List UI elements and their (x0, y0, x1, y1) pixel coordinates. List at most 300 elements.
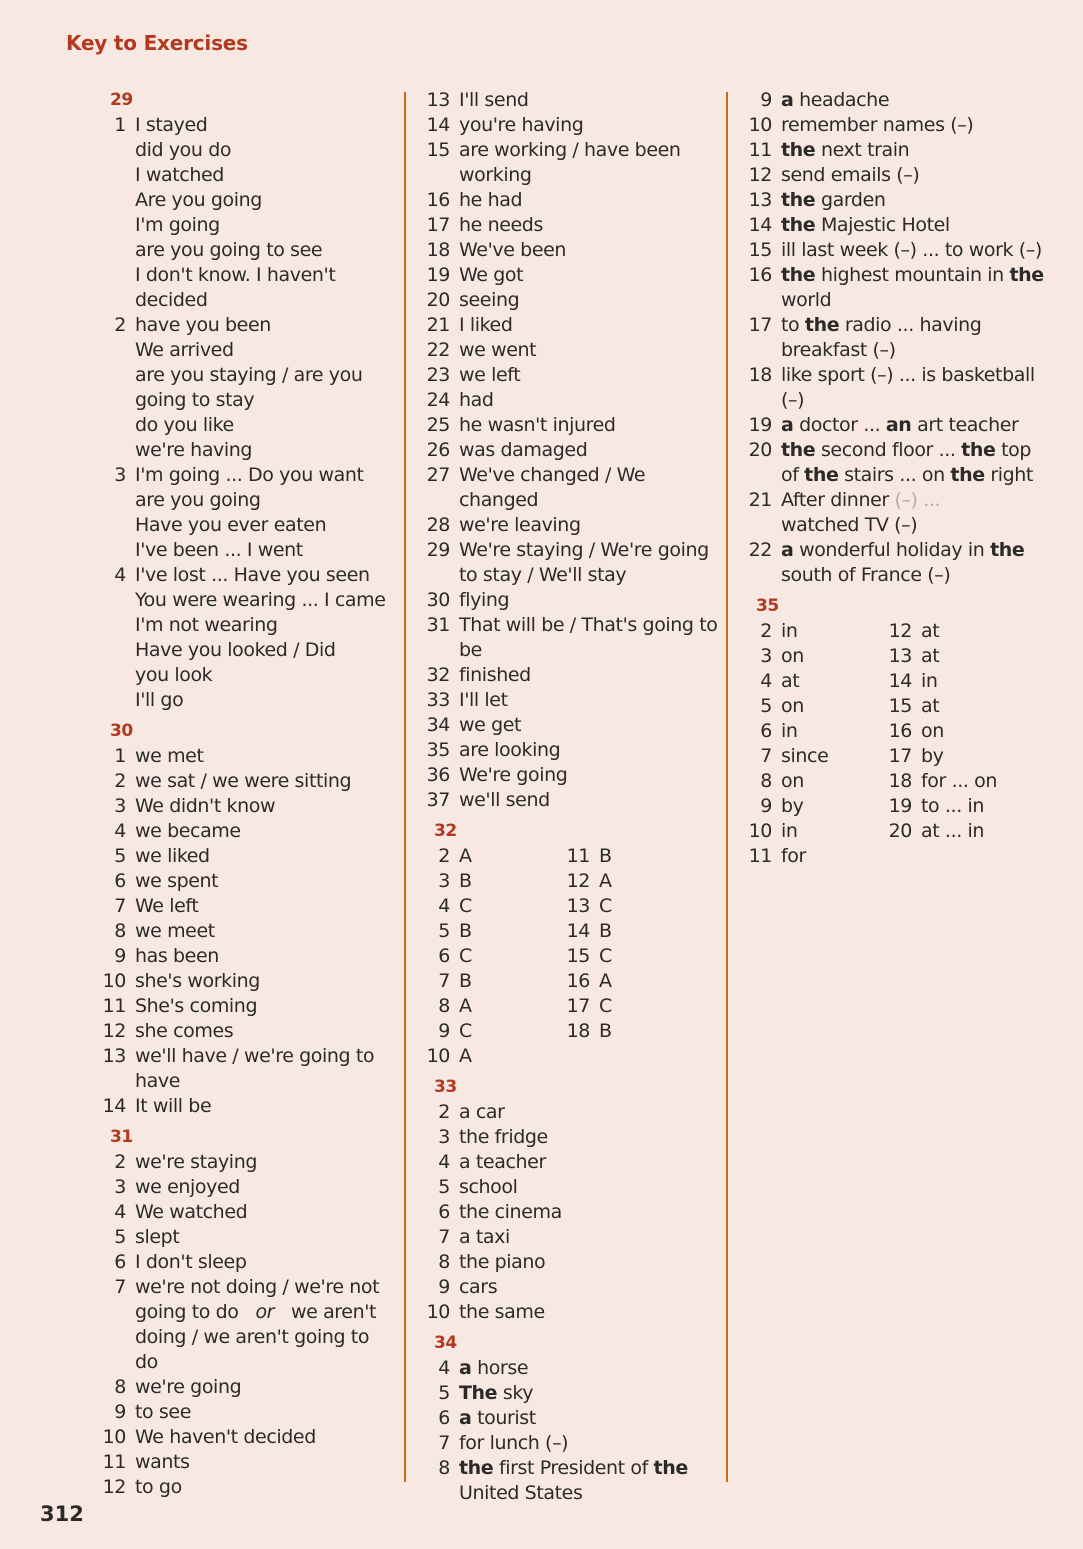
section-32-heading: 32 (434, 821, 457, 841)
answer-text: to ... in (921, 795, 984, 817)
answer-text: flying (459, 589, 510, 611)
answer-item (96, 819, 396, 844)
answer-text: we meet (135, 920, 215, 942)
answer-item (560, 969, 700, 994)
answer-text: I don't sleep (135, 1251, 247, 1273)
answer-text: A (599, 870, 612, 892)
answer-item (96, 563, 396, 713)
answer-item (882, 619, 1022, 644)
item-number: 10 (748, 114, 772, 136)
section-29-heading: 29 (110, 90, 133, 110)
answer-item (420, 713, 720, 738)
answer-item (742, 694, 882, 719)
answer-text: ill last week (–) ... to work (–) (781, 239, 1042, 261)
answer-column-1 (96, 88, 396, 1500)
answer-item (882, 794, 1022, 819)
item-number: 19 (426, 264, 450, 286)
answer-item (742, 769, 882, 794)
answer-text: A (599, 970, 612, 992)
answer-text: the garden (781, 189, 886, 211)
item-number: 10 (102, 1426, 126, 1448)
answer-text: on (781, 770, 804, 792)
item-number: 35 (426, 739, 450, 761)
item-number: 10 (102, 970, 126, 992)
column-divider-left (404, 92, 406, 1482)
item-number: 15 (566, 945, 590, 967)
answer-item (420, 588, 720, 613)
answer-text: on (781, 695, 804, 717)
answer-text: B (599, 845, 612, 867)
item-number: 17 (426, 214, 450, 236)
answer-item (96, 113, 396, 313)
item-number: 17 (888, 745, 912, 767)
answer-text: we're staying (135, 1151, 257, 1173)
answer-text: he wasn't injured (459, 414, 616, 436)
item-number: 14 (426, 114, 450, 136)
item-number: 15 (888, 695, 912, 717)
answer-text: we'll send (459, 789, 550, 811)
answer-item (742, 188, 1062, 213)
answer-text: C (459, 895, 472, 917)
answer-item (420, 1150, 720, 1175)
item-number: 4 (438, 1151, 450, 1173)
answer-text: a teacher (459, 1151, 546, 1173)
item-number: 3 (114, 795, 126, 817)
answer-text: are working / have been working (459, 139, 681, 186)
item-number: 12 (102, 1020, 126, 1042)
answer-text: I've lost ... Have you seen You were wearing ... I came I'm not wearing Have you looked / Did you look I'll go (135, 564, 386, 711)
answer-text: she's working (135, 970, 260, 992)
answer-text: have you been We arrived are you staying / are you going to stay do you like we're having (135, 314, 363, 461)
item-number: 9 (760, 795, 772, 817)
answer-item (96, 869, 396, 894)
answer-item (96, 894, 396, 919)
page-number: 312 (40, 1502, 84, 1526)
answer-item (96, 1425, 396, 1450)
answer-text: the Majestic Hotel (781, 214, 950, 236)
item-number: 15 (748, 239, 772, 261)
item-number: 6 (438, 1201, 450, 1223)
item-number: 8 (438, 1457, 450, 1479)
answer-item (560, 919, 700, 944)
item-number: 21 (748, 489, 772, 511)
answer-text: finished (459, 664, 531, 686)
answer-item (742, 719, 882, 744)
answer-text: a horse (459, 1357, 529, 1379)
answer-item (420, 994, 560, 1019)
answer-text: We didn't know (135, 795, 276, 817)
answer-text: by (781, 795, 804, 817)
item-number: 8 (114, 1376, 126, 1398)
answer-text: we went (459, 339, 537, 361)
answer-text: at (921, 620, 940, 642)
answer-item (96, 994, 396, 1019)
answer-item (560, 1019, 700, 1044)
answer-text: We watched (135, 1201, 248, 1223)
item-number: 11 (748, 139, 772, 161)
answer-text: in (781, 820, 798, 842)
item-number: 12 (888, 620, 912, 642)
item-number: 31 (426, 614, 450, 636)
item-number: 2 (438, 845, 450, 867)
answer-item (742, 88, 1062, 113)
answer-item (420, 788, 720, 813)
item-number: 18 (426, 239, 450, 261)
answer-text: A (459, 845, 472, 867)
answer-text: the cinema (459, 1201, 562, 1223)
answer-text: on (781, 645, 804, 667)
answer-item (420, 288, 720, 313)
section-35-heading: 35 (756, 596, 779, 616)
column-divider-right (726, 92, 728, 1482)
item-number: 2 (438, 1101, 450, 1123)
answer-text: we liked (135, 845, 210, 867)
answer-item (742, 744, 882, 769)
item-number: 29 (426, 539, 450, 561)
item-number: 8 (438, 995, 450, 1017)
answer-text: the first President of the United States (459, 1457, 688, 1504)
answer-text: had (459, 389, 494, 411)
answer-item (96, 1375, 396, 1400)
item-number: 2 (114, 314, 126, 336)
answer-item (96, 944, 396, 969)
item-number: 3 (438, 1126, 450, 1148)
item-number: 5 (760, 695, 772, 717)
item-number: 13 (566, 895, 590, 917)
answer-text: It will be (135, 1095, 212, 1117)
answer-item (742, 488, 1062, 538)
item-number: 16 (566, 970, 590, 992)
answer-text: the second floor ... the top of the stairs ... on the right (781, 439, 1033, 486)
answer-item (420, 238, 720, 263)
item-number: 3 (114, 1176, 126, 1198)
item-number: 36 (426, 764, 450, 786)
answer-item (96, 844, 396, 869)
answer-text: cars (459, 1276, 498, 1298)
item-number: 17 (748, 314, 772, 336)
answer-item (742, 438, 1062, 488)
answer-text: was damaged (459, 439, 588, 461)
answer-item (420, 263, 720, 288)
answer-text: We've been (459, 239, 567, 261)
answer-item (420, 1100, 720, 1125)
item-number: 4 (114, 820, 126, 842)
answer-item (742, 794, 882, 819)
answer-item (420, 869, 560, 894)
answer-text: C (599, 995, 612, 1017)
answer-text: We're going (459, 764, 568, 786)
answer-column-3 (742, 88, 1062, 869)
item-number: 18 (748, 364, 772, 386)
item-number: 9 (438, 1020, 450, 1042)
item-number: 9 (114, 1401, 126, 1423)
answer-item (420, 1431, 720, 1456)
answer-text: I'll let (459, 689, 508, 711)
answer-text: wants (135, 1451, 190, 1473)
item-number: 10 (426, 1301, 450, 1323)
answer-item (560, 994, 700, 1019)
answer-text: we spent (135, 870, 219, 892)
item-number: 32 (426, 664, 450, 686)
answer-text: We haven't decided (135, 1426, 316, 1448)
answer-item (420, 1175, 720, 1200)
answer-text: B (599, 920, 612, 942)
answer-item (96, 919, 396, 944)
answer-text: C (599, 895, 612, 917)
answer-text: I'll send (459, 89, 529, 111)
section-31-heading: 31 (110, 1127, 133, 1147)
answer-item (420, 1275, 720, 1300)
answer-text: C (459, 1020, 472, 1042)
answer-text: a doctor ... an art teacher (781, 414, 1019, 436)
answer-item (742, 413, 1062, 438)
answer-item (420, 1381, 720, 1406)
answer-item (96, 1200, 396, 1225)
answer-text: at ... in (921, 820, 985, 842)
answer-text: After dinner (–) ... watched TV (–) (781, 489, 941, 536)
answer-item (882, 694, 1022, 719)
answer-item (882, 744, 1022, 769)
answer-text: to see (135, 1401, 191, 1423)
answer-text: A (459, 995, 472, 1017)
answer-item (560, 869, 700, 894)
answer-item (420, 763, 720, 788)
answer-item (742, 263, 1062, 313)
item-number: 7 (438, 1226, 450, 1248)
item-number: 14 (566, 920, 590, 942)
answer-text: a car (459, 1101, 505, 1123)
answer-text: like sport (–) ... is basketball (–) (781, 364, 1035, 411)
answer-text: in (921, 670, 938, 692)
item-number: 11 (748, 845, 772, 867)
answer-text: the next train (781, 139, 910, 161)
answer-text: a tourist (459, 1407, 536, 1429)
answer-text: at (781, 670, 800, 692)
item-number: 37 (426, 789, 450, 811)
item-number: 17 (566, 995, 590, 1017)
item-number: 11 (566, 845, 590, 867)
answer-text: the same (459, 1301, 545, 1323)
answer-text: A (459, 1045, 472, 1067)
answer-text: are looking (459, 739, 561, 761)
item-number: 34 (426, 714, 450, 736)
answer-item (420, 138, 720, 188)
answer-text: in (781, 620, 798, 642)
answer-item (882, 769, 1022, 794)
answer-text: he had (459, 189, 523, 211)
item-number: 12 (748, 164, 772, 186)
item-number: 33 (426, 689, 450, 711)
answer-item (96, 1400, 396, 1425)
item-number: 16 (888, 720, 912, 742)
answer-item (420, 388, 720, 413)
answer-text: B (459, 920, 472, 942)
answer-text: on (921, 720, 944, 742)
item-number: 1 (114, 745, 126, 767)
answer-text: by (921, 745, 944, 767)
answer-item (420, 463, 720, 513)
item-number: 1 (114, 114, 126, 136)
item-number: 7 (114, 1276, 126, 1298)
item-number: 20 (888, 820, 912, 842)
item-number: 4 (760, 670, 772, 692)
answer-item (420, 1250, 720, 1275)
item-number: 28 (426, 514, 450, 536)
item-number: 22 (426, 339, 450, 361)
answer-text: for lunch (–) (459, 1432, 569, 1454)
answer-item (96, 313, 396, 463)
answer-item (96, 1150, 396, 1175)
section-33-heading: 33 (434, 1077, 457, 1097)
answer-text: she comes (135, 1020, 234, 1042)
answer-item (420, 338, 720, 363)
answer-item (420, 538, 720, 588)
answer-item (560, 944, 700, 969)
section-35-answers (742, 619, 1062, 869)
answer-text: we sat / we were sitting (135, 770, 352, 792)
item-number: 13 (748, 189, 772, 211)
answer-item (742, 669, 882, 694)
answer-item (560, 894, 700, 919)
item-number: 19 (888, 795, 912, 817)
answer-item (742, 844, 882, 869)
item-number: 4 (438, 895, 450, 917)
item-number: 13 (426, 89, 450, 111)
answer-item (96, 969, 396, 994)
item-number: 3 (114, 464, 126, 486)
answer-text: B (459, 870, 472, 892)
answer-item (420, 188, 720, 213)
answer-item (420, 919, 560, 944)
item-number: 2 (760, 620, 772, 642)
answer-text: the highest mountain in the world (781, 264, 1044, 311)
item-number: 27 (426, 464, 450, 486)
answer-item (882, 819, 1022, 844)
item-number: 6 (114, 870, 126, 892)
item-number: 5 (114, 845, 126, 867)
item-number: 7 (438, 1432, 450, 1454)
answer-text: we're leaving (459, 514, 581, 536)
answer-text: We're staying / We're going to stay / We'll stay (459, 539, 709, 586)
answer-text: he needs (459, 214, 543, 236)
answer-item (742, 238, 1062, 263)
item-number: 14 (748, 214, 772, 236)
answer-text: we're going (135, 1376, 242, 1398)
item-number: 23 (426, 364, 450, 386)
answer-item (420, 1125, 720, 1150)
answer-text: has been (135, 945, 219, 967)
answer-text: C (599, 945, 612, 967)
answer-text: at (921, 645, 940, 667)
item-number: 12 (102, 1476, 126, 1498)
item-number: 19 (748, 414, 772, 436)
answer-text: the piano (459, 1251, 546, 1273)
answer-text: we became (135, 820, 241, 842)
answer-text: The sky (459, 1382, 534, 1404)
answer-item (96, 1450, 396, 1475)
answer-text: school (459, 1176, 518, 1198)
answer-item (420, 313, 720, 338)
item-number: 7 (438, 970, 450, 992)
item-number: 8 (114, 920, 126, 942)
answer-text: We got (459, 264, 524, 286)
answer-text: a wonderful holiday in the south of France (–) (781, 539, 1025, 586)
item-number: 18 (566, 1020, 590, 1042)
item-number: 10 (426, 1045, 450, 1067)
answer-item (96, 1475, 396, 1500)
item-number: 5 (438, 920, 450, 942)
item-number: 16 (748, 264, 772, 286)
answer-item (742, 819, 882, 844)
item-number: 3 (760, 645, 772, 667)
answer-item (96, 1019, 396, 1044)
answer-item (420, 113, 720, 138)
answer-text: seeing (459, 289, 520, 311)
answer-item (96, 744, 396, 769)
answer-text: I liked (459, 314, 513, 336)
answer-item (420, 969, 560, 994)
answer-text: for (781, 845, 806, 867)
answer-item (420, 844, 560, 869)
item-number: 11 (102, 1451, 126, 1473)
answer-item (96, 769, 396, 794)
answer-text: C (459, 945, 472, 967)
answer-text: for ... on (921, 770, 997, 792)
item-number: 18 (888, 770, 912, 792)
answer-item (742, 113, 1062, 138)
answer-text: B (599, 1020, 612, 1042)
item-number: 4 (438, 1357, 450, 1379)
answer-item (96, 794, 396, 819)
item-number: 6 (438, 1407, 450, 1429)
answer-text: We've changed / We changed (459, 464, 646, 511)
item-number: 6 (760, 720, 772, 742)
answer-item (882, 719, 1022, 744)
item-number: 7 (760, 745, 772, 767)
section-32-answers (420, 844, 720, 1069)
answer-item (742, 538, 1062, 588)
item-number: 15 (426, 139, 450, 161)
answer-item (420, 944, 560, 969)
item-number: 3 (438, 870, 450, 892)
item-number: 24 (426, 389, 450, 411)
item-number: 16 (426, 189, 450, 211)
item-number: 5 (438, 1176, 450, 1198)
item-number: 9 (438, 1276, 450, 1298)
answer-text: I stayed did you do I watched Are you going I'm going are you going to see I don't know. I haven't decided (135, 114, 336, 311)
item-number: 14 (102, 1095, 126, 1117)
item-number: 20 (426, 289, 450, 311)
answer-item (742, 138, 1062, 163)
answer-item (420, 894, 560, 919)
answer-item (742, 644, 882, 669)
answer-item (420, 1225, 720, 1250)
answer-item (742, 363, 1062, 413)
answer-text: we're not doing / we're not going to do or we aren't doing / we aren't going to do (135, 1276, 380, 1373)
answer-text: we left (459, 364, 521, 386)
answer-item (420, 663, 720, 688)
answer-item (96, 1044, 396, 1094)
item-number: 5 (114, 1226, 126, 1248)
item-number: 13 (888, 645, 912, 667)
item-number: 2 (114, 770, 126, 792)
answer-text: we'll have / we're going to have (135, 1045, 375, 1092)
answer-item (420, 1456, 720, 1506)
item-number: 13 (102, 1045, 126, 1067)
answer-item (420, 1406, 720, 1431)
item-number: 5 (438, 1382, 450, 1404)
answer-item (96, 1175, 396, 1200)
